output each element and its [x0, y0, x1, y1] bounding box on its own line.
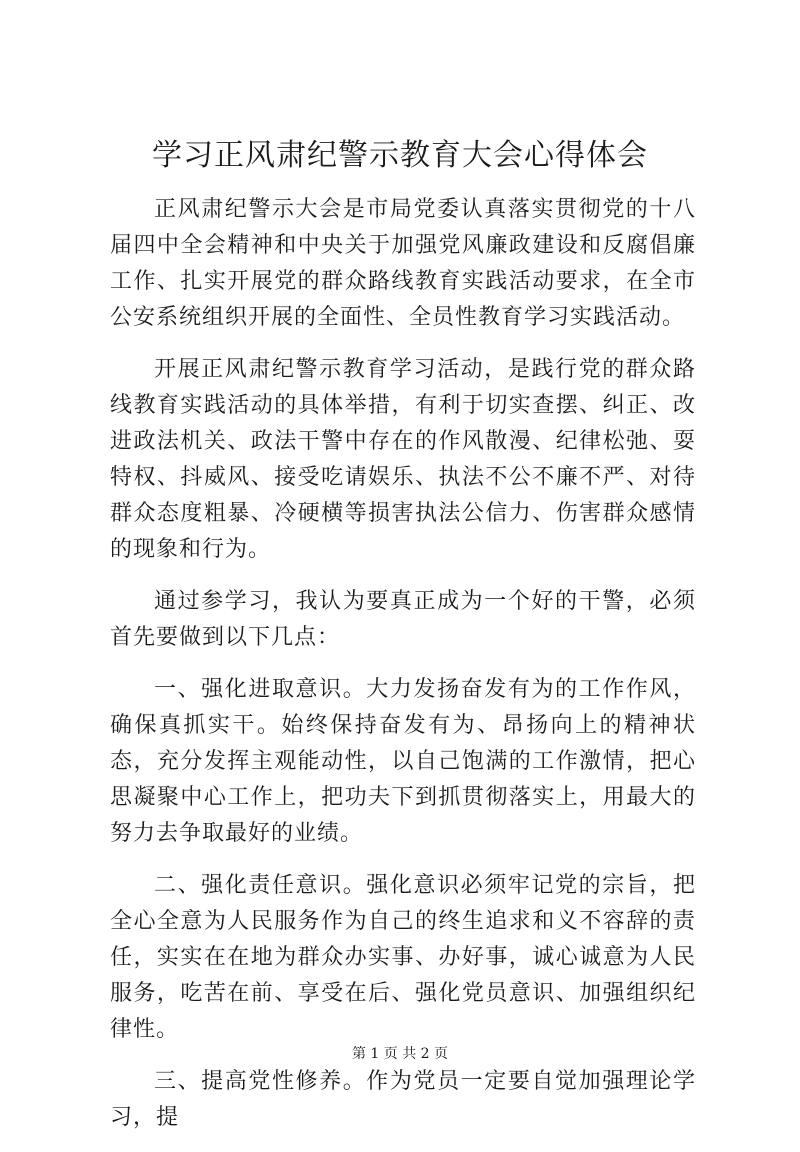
- paragraph-point-two: 二、强化责任意识。强化意识必须牢记党的宗旨，把全心全意为人民服务作为自己的终生追求和义不容辞的责任，实实在在地为群众办实事、办好事，诚心诚意为人民服务，吃苦在前、享受在后、强化党员意识、加强组织纪律性。: [110, 873, 696, 1042]
- document-title: 学习正风肃纪警示教育大会心得体会: [152, 138, 648, 173]
- paragraph-intro: 正风肃纪警示大会是市局党委认真落实贯彻党的十八届四中全会精神和中央关于加强党风廉政建设和反腐倡廉工作、扎实开展党的群众路线教育实践活动要求，在全市公安系统组织开展的全面性、全员性教育学习实践活动。: [110, 197, 696, 330]
- paragraph-key-points-intro: 通过参学习，我认为要真正成为一个好的干警，必须首先要做到以下几点：: [110, 589, 696, 650]
- paragraph-point-three: 三、提高党性修养。作为党员一定要自觉加强理论学习，提: [110, 1069, 696, 1130]
- page-footer: 第 1 页 共 2 页: [351, 1046, 449, 1062]
- document-body: [110, 192, 696, 1152]
- paragraph-activity-significance: 开展正风肃纪警示教育学习活动，是践行党的群众路线教育实践活动的具体举措，有利于切实查摆、纠正、改进政法机关、政法干警中存在的作风散漫、纪律松弛、耍特权、抖威风、接受吃请娱乐、执法不公不廉不严、对待群众态度粗暴、冷硬横等损害执法公信力、伤害群众感情的现象和行为。: [110, 357, 696, 562]
- paragraph-point-one: 一、强化进取意识。大力发扬奋发有为的工作作风，确保真抓实干。始终保持奋发有为、昂扬向上的精神状态，充分发挥主观能动性，以自己饱满的工作激情，把心思凝聚中心工作上，把功夫下到抓贯彻落实上，用最大的努力去争取最好的业绩。: [110, 677, 696, 846]
